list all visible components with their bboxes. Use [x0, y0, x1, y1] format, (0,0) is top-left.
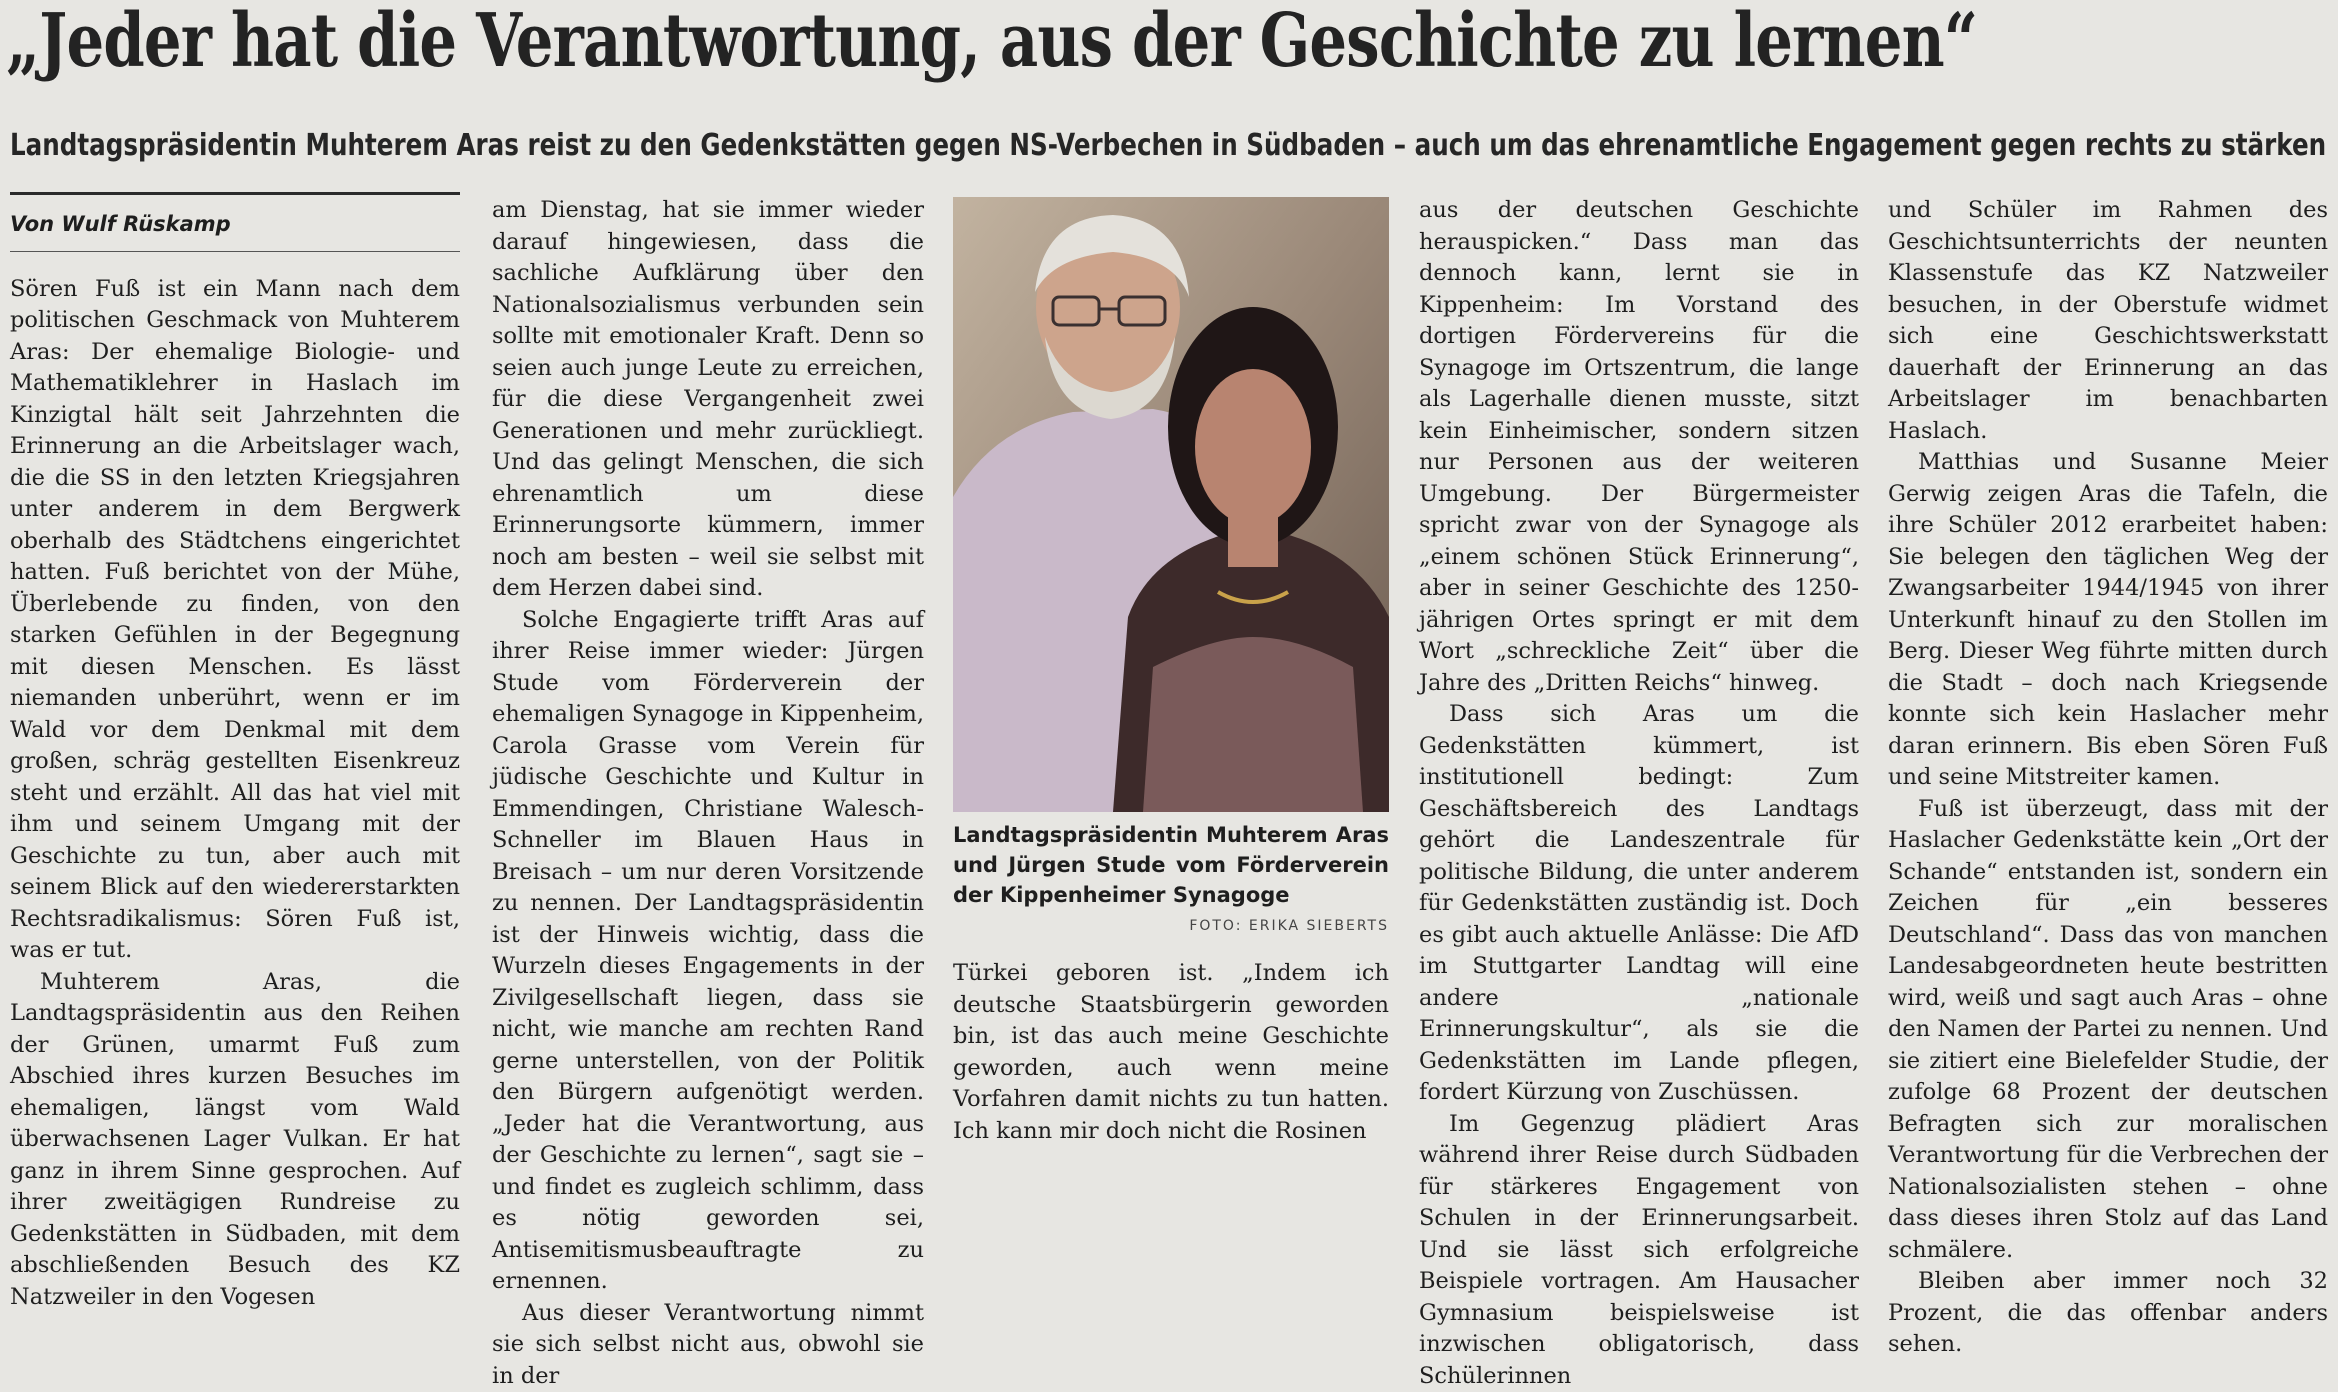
- byline: Von Wulf Rüskamp: [10, 209, 460, 252]
- paragraph: Aus dieser Verantwortung nimmt sie sich selbst nicht aus, obwohl sie in der: [492, 1298, 924, 1392]
- paragraph: Solche Engagierte trifft Aras auf ihrer Reise immer wieder: Jürgen Stude vom Förderverein der ehemaligen Synagoge in Kippenheim, Carola Grasse vom Verein für jüdische Geschichte und Kultur in Emmendingen, Christiane Walesch-Schneller im Blauen Haus in Breisach – um nur deren Vorsitzende zu nennen. Der Landtagspräsidentin ist der Hinweis wichtig, dass die Wurzeln dieses Engagements in der Zivilgesellschaft liegen, dass sie nicht, wie manche am rechten Rand gerne unterstellen, von der Politik den Bürgern aufgenötigt werden. „Jeder hat die Verantwortung, aus der Geschichte zu lernen“, sagt sie – und findet es zugleich schlimm, dass es nötig geworden sei, Antisemitismusbeauftragte zu ernennen.: [492, 605, 924, 1298]
- headline: „Jeder hat die Verantwortung, aus der Geschichte zu lernen“: [6, 4, 1867, 78]
- photo-credit: FOTO: ERIKA SIEBERTS: [953, 918, 1389, 934]
- article-photo: [953, 197, 1389, 812]
- paragraph: und Schüler im Rahmen des Geschichtsunterrichts der neunten Klassenstufe das KZ Natzweiler besuchen, in der Oberstufe widmet sich eine Geschichtswerkstatt dauerhaft der Erinnerung an das Arbeitslager im benachbarten Haslach.: [1888, 195, 2328, 447]
- paragraph: Bleiben aber immer noch 32 Prozent, die das offenbar anders sehen.: [1888, 1266, 2328, 1361]
- paragraph: aus der deutschen Geschichte herauspicken.“ Dass man das dennoch kann, lernt sie in Kippenheim: Im Vorstand des dortigen Fördervereins für die Synagoge im Ortszentrum, die lange als Lagerhalle dienen musste, sitzt kein Einheimischer, sondern sitzen nur Personen aus der weiteren Umgebung. Der Bürgermeister spricht zwar von der Synagoge als „einem schönen Stück Erinnerung“, aber in seiner Geschichte des 1250-jährigen Ortes springt er mit dem Wort „schreckliche Zeit“ über die Jahre des „Dritten Reichs“ hinweg.: [1419, 195, 1859, 699]
- subheadline: Landtagspräsidentin Muhterem Aras reist zu den Gedenkstätten gegen NS-Verbechen in Südbaden – auch um das ehrenamtliche Engagement gegen rechts zu stärken: [10, 128, 2326, 163]
- photo-illustration: [953, 197, 1389, 812]
- article-column-3: [953, 958, 1389, 1144]
- article-column-2: [492, 195, 924, 1144]
- paragraph: Muhterem Aras, die Landtagspräsidentin aus den Reihen der Grünen, umarmt Fuß zum Abschied ihres kurzen Besuches im ehemaligen, längst vom Wald überwachsenen Lager Vulkan. Er hat ganz in ihrem Sinne gesprochen. Auf ihrer zweitägigen Rundreise zu Gedenkstätten in Südbaden, mit dem abschließenden Besuch des KZ Natzweiler in den Vogesen: [10, 967, 460, 1314]
- paragraph: Fuß ist überzeugt, dass mit der Haslacher Gedenkstätte kein „Ort der Schande“ entstanden ist, sondern ein Zeichen für „ein besseres Deutschland“. Dass das von manchen Landesabgeordneten heute bestritten wird, weiß und sagt auch Aras – ohne den Namen der Partei zu nennen. Und sie zitiert eine Bielefelder Studie, der zufolge 68 Prozent der deutschen Befragten sich zur moralischen Verantwortung für die Verbrechen der Nationalsozialisten stehen – ohne dass dieses ihren Stolz auf das Land schmälere.: [1888, 794, 2328, 1267]
- paragraph: Sören Fuß ist ein Mann nach dem politischen Geschmack von Muhterem Aras: Der ehemalige Biologie- und Mathematiklehrer in Haslach im Kinzigtal hält seit Jahrzehnten die Erinnerung an die Arbeitslager wach, die die SS in den letzten Kriegsjahren unter anderem in dem Bergwerk oberhalb des Städtchens eingerichtet hatten. Fuß berichtet von der Mühe, Überlebende zu finden, von den starken Gefühlen in der Begegnung mit diesen Menschen. Es lässt niemanden unberührt, wenn er im Wald vor dem Denkmal mit dem großen, schräg gestellten Eisenkreuz steht und erzählt. All das hat viel mit ihm und seinem Umgang mit der Geschichte zu tun, aber auch mit seinem Blick auf den wiedererstarkten Rechtsradikalismus: Sören Fuß ist, was er tut.: [10, 274, 460, 967]
- paragraph: am Dienstag, hat sie immer wieder darauf hingewiesen, dass die sachliche Aufklärung über den Nationalsozialismus verbunden sein sollte mit emotionaler Kraft. Denn so seien auch junge Leute zu erreichen, für die diese Vergangenheit zwei Generationen und mehr zurückliegt. Und das gelingt Menschen, die sich ehrenamtlich um diese Erinnerungsorte kümmern, immer noch am besten – weil sie selbst mit dem Herzen dabei sind.: [492, 195, 924, 605]
- article-column-4: [1419, 195, 1859, 1144]
- photo-caption: Landtagspräsidentin Muhterem Aras und Jürgen Stude vom Förderverein der Kippenheimer Synagoge: [953, 820, 1389, 910]
- paragraph: Dass sich Aras um die Gedenkstätten kümmert, ist institutionell bedingt: Zum Geschäftsbereich des Landtags gehört die Landeszentrale für politische Bildung, die unter anderem für Gedenkstätten zuständig ist. Doch es gibt auch aktuelle Anlässe: Die AfD im Stuttgarter Landtag will eine andere „nationale Erinnerungskultur“, als sie die Gedenkstätten im Lande pflegen, fordert Kürzung von Zuschüssen.: [1419, 699, 1859, 1109]
- article-column-5: [1888, 195, 2328, 1144]
- article-column-1: [10, 188, 460, 1144]
- paragraph: Im Gegenzug plädiert Aras während ihrer Reise durch Südbaden für stärkeres Engagement von Schulen in der Erinnerungsarbeit. Und sie lässt sich erfolgreiche Beispiele vortragen. Am Hausacher Gymnasium beispielsweise ist inzwischen obligatorisch, dass Schülerinnen: [1419, 1109, 1859, 1392]
- paragraph: Matthias und Susanne Meier Gerwig zeigen Aras die Tafeln, die ihre Schüler 2012 erarbeitet haben: Sie belegen den täglichen Weg der Zwangsarbeiter 1944/1945 von ihrer Unterkunft hinauf zu den Stollen im Berg. Dieser Weg führte mitten durch die Stadt – doch nach Kriegsende konnte sich kein Haslacher mehr daran erinnern. Bis eben Sören Fuß und seine Mitstreiter kamen.: [1888, 447, 2328, 794]
- paragraph: Türkei geboren ist. „Indem ich deutsche Staatsbürgerin geworden bin, ist das auch meine Geschichte geworden, auch wenn meine Vorfahren damit nichts zu tun hatten. Ich kann mir doch nicht die Rosinen: [953, 958, 1389, 1147]
- byline-rule: [10, 192, 460, 195]
